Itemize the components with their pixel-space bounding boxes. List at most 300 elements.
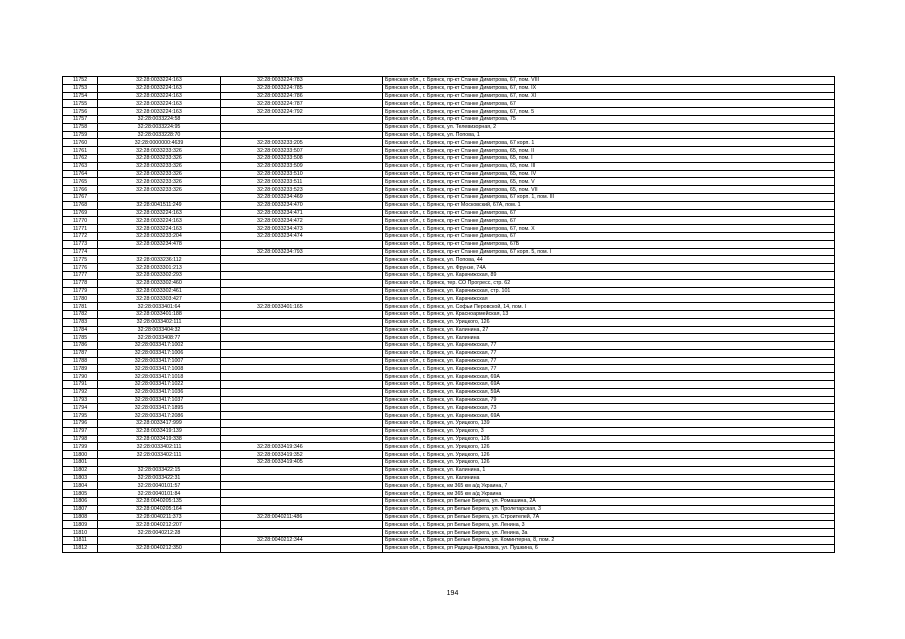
row-number-cell: 11781: [63, 303, 98, 311]
object-number-cell: 32:28:0033233:205: [221, 139, 383, 147]
parcel-number-cell: 32:28:0033233:326: [98, 186, 221, 194]
address-cell: Брянская обл., г. Брянск, пр-кт Станке Димитрова, 75: [383, 115, 835, 123]
parcel-number-cell: 32:28:0033303:427: [98, 295, 221, 303]
object-number-cell: [221, 466, 383, 474]
row-number-cell: 11786: [63, 342, 98, 350]
address-cell: Брянская обл., г. Брянск, пр-кт Станке Димитрова, 65, пом. II: [383, 147, 835, 155]
object-number-cell: [221, 529, 383, 537]
parcel-number-cell: 32:28:0033228:70: [98, 131, 221, 139]
address-cell: Брянская обл., г. Брянск, пр-кт Московский, 67А, пом. 1: [383, 201, 835, 209]
table-row: [63, 412, 835, 420]
address-cell: Брянская обл., г. Брянск, ул. Урицкого, 139: [383, 420, 835, 428]
parcel-number-cell: [98, 193, 221, 201]
object-number-cell: [221, 544, 383, 552]
row-number-cell: 11772: [63, 232, 98, 240]
table-row: [63, 209, 835, 217]
object-number-cell: [221, 435, 383, 443]
address-cell: Брянская обл., г. Брянск, ул. Карачижская, 77: [383, 349, 835, 357]
row-number-cell: 11752: [63, 77, 98, 85]
address-cell: Брянская обл., г. Брянск, пр-кт Станке Димитрова, 67, пом. VIII: [383, 77, 835, 85]
parcel-number-cell: 32:28:0040211:373: [98, 513, 221, 521]
row-number-cell: 11773: [63, 240, 98, 248]
row-number-cell: 11811: [63, 537, 98, 545]
row-number-cell: 11789: [63, 365, 98, 373]
object-number-cell: [221, 521, 383, 529]
parcel-number-cell: 32:28:0033417:1022: [98, 381, 221, 389]
row-number-cell: 11780: [63, 295, 98, 303]
parcel-number-cell: 32:28:0033422:15: [98, 466, 221, 474]
address-cell: Брянская обл., г. Брянск, ул. Карачижская, 69А: [383, 373, 835, 381]
table-row: [63, 77, 835, 85]
address-cell: Брянская обл., г. Брянск, пр-кт Станке Димитрова, 67 корп. 1, пом. III: [383, 193, 835, 201]
row-number-cell: 11806: [63, 498, 98, 506]
address-cell: Брянская обл., г. Брянск, рп Белые Берега, ул. Ленина, 3: [383, 521, 835, 529]
table-row: [63, 240, 835, 248]
row-number-cell: 11794: [63, 404, 98, 412]
object-number-cell: 32:28:0033234:793: [221, 248, 383, 256]
object-number-cell: [221, 420, 383, 428]
object-number-cell: [221, 318, 383, 326]
parcel-number-cell: 32:28:0033233:326: [98, 178, 221, 186]
object-number-cell: 32:28:0033233:509: [221, 162, 383, 170]
row-number-cell: 11795: [63, 412, 98, 420]
address-cell: Брянская обл., г. Брянск, пр-кт Станке Димитрова, 67, пом. 5: [383, 108, 835, 116]
table-row: [63, 170, 835, 178]
row-number-cell: 11778: [63, 279, 98, 287]
parcel-number-cell: 32:28:0040101:57: [98, 482, 221, 490]
row-number-cell: 11767: [63, 193, 98, 201]
table-row: [63, 123, 835, 131]
row-number-cell: 11790: [63, 373, 98, 381]
parcel-number-cell: 32:28:0033422:31: [98, 474, 221, 482]
row-number-cell: 11765: [63, 178, 98, 186]
object-number-cell: 32:28:0033419:346: [221, 443, 383, 451]
table-row: [63, 217, 835, 225]
table-row: [63, 342, 835, 350]
table-row: [63, 505, 835, 513]
table-row: [63, 349, 835, 357]
table-row: [63, 232, 835, 240]
address-cell: Брянская обл., г. Брянск, ул. Карачижская, 69А: [383, 381, 835, 389]
table-row: [63, 318, 835, 326]
row-number-cell: 11798: [63, 435, 98, 443]
parcel-number-cell: 32:28:0033419:139: [98, 427, 221, 435]
table-row: [63, 544, 835, 552]
table-row: [63, 490, 835, 498]
object-number-cell: 32:28:0033234:469: [221, 193, 383, 201]
parcel-number-cell: 32:28:0033224:163: [98, 84, 221, 92]
parcel-number-cell: 32:28:0033302:461: [98, 287, 221, 295]
address-cell: Брянская обл., г. Брянск, рп Радица-Крыловка, ул. Пушкина, 6: [383, 544, 835, 552]
parcel-number-cell: 32:28:0033224:163: [98, 225, 221, 233]
table-row: [63, 537, 835, 545]
address-cell: Брянская обл., г. Брянск, рп Белые Берега, ул. Пролетарская, 3: [383, 505, 835, 513]
object-number-cell: 32:28:0033224:786: [221, 92, 383, 100]
row-number-cell: 11775: [63, 256, 98, 264]
parcel-number-cell: 32:28:0033233:326: [98, 154, 221, 162]
row-number-cell: 11766: [63, 186, 98, 194]
row-number-cell: 11797: [63, 427, 98, 435]
row-number-cell: 11774: [63, 248, 98, 256]
row-number-cell: 11763: [63, 162, 98, 170]
table-row: [63, 303, 835, 311]
address-cell: Брянская обл., г. Брянск, пр-кт Станке Димитрова, 67Б: [383, 240, 835, 248]
parcel-number-cell: 32:28:0033401:188: [98, 310, 221, 318]
parcel-number-cell: 32:28:0033417:1036: [98, 388, 221, 396]
parcel-number-cell: 32:28:0033233:204: [98, 232, 221, 240]
object-number-cell: 32:28:0033234:472: [221, 217, 383, 225]
table-row: [63, 529, 835, 537]
table-row: [63, 201, 835, 209]
parcel-number-cell: 32:28:0033419:338: [98, 435, 221, 443]
parcel-number-cell: 32:28:0033417:999: [98, 420, 221, 428]
address-cell: Брянская обл., г. Брянск, ул. Калинина, 1: [383, 466, 835, 474]
row-number-cell: 11769: [63, 209, 98, 217]
row-number-cell: 11771: [63, 225, 98, 233]
parcel-number-cell: 32:28:0033402:111: [98, 318, 221, 326]
table-row: [63, 498, 835, 506]
page-number: 194: [446, 590, 459, 597]
object-number-cell: [221, 357, 383, 365]
parcel-number-cell: 32:28:0033234:478: [98, 240, 221, 248]
object-number-cell: 32:28:0033234:474: [221, 232, 383, 240]
table-row: [63, 84, 835, 92]
row-number-cell: 11800: [63, 451, 98, 459]
row-number-cell: 11812: [63, 544, 98, 552]
parcel-number-cell: [98, 248, 221, 256]
parcel-number-cell: 32:28:0033301:213: [98, 264, 221, 272]
table-row: [63, 365, 835, 373]
object-number-cell: [221, 349, 383, 357]
row-number-cell: 11808: [63, 513, 98, 521]
address-cell: Брянская обл., г. Брянск, ул. Карачижская: [383, 295, 835, 303]
table-row: [63, 162, 835, 170]
row-number-cell: 11793: [63, 396, 98, 404]
address-cell: Брянская обл., г. Брянск, пр-кт Станке Димитрова, 67: [383, 217, 835, 225]
row-number-cell: 11807: [63, 505, 98, 513]
parcel-number-cell: 32:28:0033417:1895: [98, 404, 221, 412]
table-row: [63, 131, 835, 139]
table-row: [63, 404, 835, 412]
table-row: [63, 186, 835, 194]
address-cell: Брянская обл., г. Брянск, ул. Попова, 44: [383, 256, 835, 264]
parcel-number-cell: 32:28:0033236:112: [98, 256, 221, 264]
object-number-cell: [221, 373, 383, 381]
table-row: [63, 482, 835, 490]
row-number-cell: 11791: [63, 381, 98, 389]
parcel-number-cell: 32:28:0033417:1018: [98, 373, 221, 381]
row-number-cell: 11764: [63, 170, 98, 178]
object-number-cell: 32:28:0033224:785: [221, 84, 383, 92]
address-cell: Брянская обл., г. Брянск, ул. Попова, 1: [383, 131, 835, 139]
parcel-number-cell: 32:28:0033302:460: [98, 279, 221, 287]
table-row: [63, 115, 835, 123]
row-number-cell: 11760: [63, 139, 98, 147]
table-row: [63, 396, 835, 404]
table-row: [63, 287, 835, 295]
address-cell: Брянская обл., г. Брянск, ул. Красноармейская, 13: [383, 310, 835, 318]
object-number-cell: [221, 427, 383, 435]
table-row: [63, 92, 835, 100]
address-cell: Брянская обл., г. Брянск, ул. Калинина: [383, 474, 835, 482]
table-row: [63, 466, 835, 474]
object-number-cell: 32:28:0040211:486: [221, 513, 383, 521]
address-cell: Брянская обл., г. Брянск, ул. Урицкого, 126: [383, 435, 835, 443]
row-number-cell: 11776: [63, 264, 98, 272]
object-number-cell: 32:28:0033224:783: [221, 77, 383, 85]
parcel-number-cell: 32:28:0040212:28: [98, 529, 221, 537]
parcel-number-cell: 32:28:0040101:84: [98, 490, 221, 498]
parcel-number-cell: 32:28:0033224:163: [98, 217, 221, 225]
address-cell: Брянская обл., г. Брянск, ул. Телевизорная, 2: [383, 123, 835, 131]
address-cell: Брянская обл., г. Брянск, пр-кт Станке Димитрова, 67, пом. XI: [383, 92, 835, 100]
address-cell: Брянская обл., г. Брянск, ул. Карачижская, 77: [383, 365, 835, 373]
object-number-cell: 32:28:0033224:792: [221, 108, 383, 116]
row-number-cell: 11777: [63, 271, 98, 279]
table-row: [63, 451, 835, 459]
address-cell: Брянская обл., г. Брянск, рп Белые Берега, ул. Коминтерна, 8, пом. 2: [383, 537, 835, 545]
parcel-number-cell: 32:28:0033233:326: [98, 170, 221, 178]
parcel-number-cell: 32:28:0033404:32: [98, 326, 221, 334]
table-body: [63, 77, 835, 553]
address-cell: Брянская обл., г. Брянск, ул. Урицкого, 126: [383, 451, 835, 459]
parcel-number-cell: 32:28:0033224:58: [98, 115, 221, 123]
table-row: [63, 108, 835, 116]
cadastral-table: [62, 76, 835, 553]
table-row: [63, 139, 835, 147]
row-number-cell: 11753: [63, 84, 98, 92]
row-number-cell: 11756: [63, 108, 98, 116]
address-cell: Брянская обл., г. Брянск, ул. Карачижская, 79: [383, 396, 835, 404]
table-row: [63, 474, 835, 482]
object-number-cell: [221, 256, 383, 264]
row-number-cell: 11788: [63, 357, 98, 365]
object-number-cell: 32:28:0033224:787: [221, 100, 383, 108]
parcel-number-cell: 32:28:0000000:4639: [98, 139, 221, 147]
object-number-cell: 32:28:0033234:470: [221, 201, 383, 209]
object-number-cell: [221, 404, 383, 412]
parcel-number-cell: 32:28:0033224:95: [98, 123, 221, 131]
address-cell: Брянская обл., г. Брянск, ул. Калинина: [383, 334, 835, 342]
address-cell: Брянская обл., г. Брянск, ул. Софьи Перовской, 14, пом. I: [383, 303, 835, 311]
table-row: [63, 279, 835, 287]
table-row: [63, 427, 835, 435]
object-number-cell: [221, 342, 383, 350]
table-row: [63, 513, 835, 521]
row-number-cell: 11785: [63, 334, 98, 342]
address-cell: Брянская обл., г. Брянск, пр-кт Станке Димитрова, 67: [383, 232, 835, 240]
address-cell: Брянская обл., г. Брянск, ул. Карачижская, 69А: [383, 412, 835, 420]
address-cell: Брянская обл., г. Брянск, пр-кт Станке Димитрова, 65, пом. III: [383, 162, 835, 170]
object-number-cell: [221, 381, 383, 389]
address-cell: Брянская обл., г. Брянск, пр-кт Станке Димитрова, 65, пом. V: [383, 178, 835, 186]
parcel-number-cell: 32:28:0033417:1008: [98, 365, 221, 373]
address-cell: Брянская обл., г. Брянск, км 365 км а/д Украина, 7: [383, 482, 835, 490]
parcel-number-cell: 32:28:0033417:1002: [98, 342, 221, 350]
document-sheet: [62, 76, 835, 553]
object-number-cell: [221, 482, 383, 490]
row-number-cell: 11792: [63, 388, 98, 396]
parcel-number-cell: 32:28:0033224:163: [98, 77, 221, 85]
row-number-cell: 11803: [63, 474, 98, 482]
parcel-number-cell: 32:28:0040212:350: [98, 544, 221, 552]
address-cell: Брянская обл., г. Брянск, ул. Урицкого, 126: [383, 459, 835, 467]
object-number-cell: [221, 412, 383, 420]
object-number-cell: [221, 334, 383, 342]
address-cell: Брянская обл., г. Брянск, пр-кт Станке Димитрова, 67, пом. X: [383, 225, 835, 233]
table-row: [63, 381, 835, 389]
table-row: [63, 459, 835, 467]
table-row: [63, 248, 835, 256]
parcel-number-cell: 32:28:0033224:163: [98, 108, 221, 116]
parcel-number-cell: 32:28:0033233:326: [98, 147, 221, 155]
row-number-cell: 11755: [63, 100, 98, 108]
object-number-cell: [221, 123, 383, 131]
object-number-cell: 32:28:0033233:523: [221, 186, 383, 194]
parcel-number-cell: 32:28:0033417:1006: [98, 349, 221, 357]
row-number-cell: 11787: [63, 349, 98, 357]
table-row: [63, 178, 835, 186]
object-number-cell: 32:28:0040212:344: [221, 537, 383, 545]
table-row: [63, 264, 835, 272]
row-number-cell: 11761: [63, 147, 98, 155]
address-cell: Брянская обл., г. Брянск, рп Белые Берега, ул. Строителей, 7А: [383, 513, 835, 521]
object-number-cell: [221, 295, 383, 303]
table-row: [63, 326, 835, 334]
parcel-number-cell: 32:28:0040205:135: [98, 498, 221, 506]
object-number-cell: [221, 279, 383, 287]
address-cell: Брянская обл., г. Брянск, ул. Карачижская, стр. 101: [383, 287, 835, 295]
parcel-number-cell: 32:28:0033224:163: [98, 209, 221, 217]
object-number-cell: [221, 326, 383, 334]
address-cell: Брянская обл., г. Брянск, пр-кт Станке Димитрова, 67: [383, 209, 835, 217]
row-number-cell: 11768: [63, 201, 98, 209]
address-cell: Брянская обл., г. Брянск, рп Белые Берега, ул. Ленина, 3а: [383, 529, 835, 537]
row-number-cell: 11809: [63, 521, 98, 529]
address-cell: Брянская обл., г. Брянск, пр-кт Станке Димитрова, 67, пом. IX: [383, 84, 835, 92]
object-number-cell: 32:28:0033233:510: [221, 170, 383, 178]
row-number-cell: 11770: [63, 217, 98, 225]
object-number-cell: [221, 287, 383, 295]
parcel-number-cell: [98, 459, 221, 467]
object-number-cell: [221, 498, 383, 506]
table-row: [63, 521, 835, 529]
address-cell: Брянская обл., г. Брянск, ул. Фрунзе, 74А: [383, 264, 835, 272]
table-row: [63, 225, 835, 233]
object-number-cell: 32:28:0033233:507: [221, 147, 383, 155]
table-row: [63, 100, 835, 108]
address-cell: Брянская обл., г. Брянск, ул. Карачижская, 89: [383, 271, 835, 279]
object-number-cell: [221, 264, 383, 272]
address-cell: Брянская обл., г. Брянск, ул. Карачижская, 77: [383, 357, 835, 365]
table-row: [63, 357, 835, 365]
address-cell: Брянская обл., г. Брянск, пр-кт Станке Димитрова, 65, пом. I: [383, 154, 835, 162]
parcel-number-cell: 32:28:0033402:111: [98, 451, 221, 459]
table-row: [63, 256, 835, 264]
table-row: [63, 373, 835, 381]
object-number-cell: 32:28:0033401:165: [221, 303, 383, 311]
row-number-cell: 11804: [63, 482, 98, 490]
parcel-number-cell: 32:28:0040205:164: [98, 505, 221, 513]
address-cell: Брянская обл., г. Брянск, ул. Урицкого, 126: [383, 443, 835, 451]
row-number-cell: 11779: [63, 287, 98, 295]
row-number-cell: 11754: [63, 92, 98, 100]
object-number-cell: 32:28:0033234:471: [221, 209, 383, 217]
address-cell: Брянская обл., г. Брянск, км 365 км а/д Украина: [383, 490, 835, 498]
object-number-cell: [221, 388, 383, 396]
address-cell: Брянская обл., г. Брянск, тер. СО Прогресс, стр. 62: [383, 279, 835, 287]
object-number-cell: [221, 310, 383, 318]
table-row: [63, 154, 835, 162]
parcel-number-cell: 32:28:0033233:326: [98, 162, 221, 170]
table-row: [63, 443, 835, 451]
object-number-cell: [221, 115, 383, 123]
table-row: [63, 295, 835, 303]
row-number-cell: 11801: [63, 459, 98, 467]
row-number-cell: 11762: [63, 154, 98, 162]
parcel-number-cell: 32:28:0040212:207: [98, 521, 221, 529]
address-cell: Брянская обл., г. Брянск, ул. Урицкого, 126: [383, 318, 835, 326]
row-number-cell: 11757: [63, 115, 98, 123]
parcel-number-cell: 32:28:0033402:111: [98, 443, 221, 451]
table-row: [63, 310, 835, 318]
parcel-number-cell: 32:28:0033224:163: [98, 100, 221, 108]
parcel-number-cell: 32:28:0041511:249: [98, 201, 221, 209]
table-row: [63, 334, 835, 342]
parcel-number-cell: 32:28:0033401:64: [98, 303, 221, 311]
parcel-number-cell: 32:28:0033224:163: [98, 92, 221, 100]
object-number-cell: 32:28:0033234:473: [221, 225, 383, 233]
object-number-cell: [221, 396, 383, 404]
address-cell: Брянская обл., г. Брянск, ул. Калинина, 27: [383, 326, 835, 334]
object-number-cell: [221, 490, 383, 498]
row-number-cell: 11802: [63, 466, 98, 474]
table-row: [63, 388, 835, 396]
object-number-cell: [221, 365, 383, 373]
row-number-cell: 11782: [63, 310, 98, 318]
object-number-cell: [221, 271, 383, 279]
row-number-cell: 11799: [63, 443, 98, 451]
object-number-cell: 32:28:0033233:511: [221, 178, 383, 186]
parcel-number-cell: 32:28:0033417:2086: [98, 412, 221, 420]
object-number-cell: [221, 474, 383, 482]
row-number-cell: 11796: [63, 420, 98, 428]
table-row: [63, 271, 835, 279]
parcel-number-cell: 32:28:0033302:293: [98, 271, 221, 279]
address-cell: Брянская обл., г. Брянск, пр-кт Станке Димитрова, 67: [383, 100, 835, 108]
address-cell: Брянская обл., г. Брянск, пр-кт Станке Димитрова, 67 корп. 5, пом. I: [383, 248, 835, 256]
row-number-cell: 11784: [63, 326, 98, 334]
address-cell: Брянская обл., г. Брянск, пр-кт Станке Димитрова, 67 корп. 1: [383, 139, 835, 147]
address-cell: Брянская обл., г. Брянск, ул. Карачижская, 73: [383, 404, 835, 412]
parcel-number-cell: 32:28:0033417:1037: [98, 396, 221, 404]
row-number-cell: 11759: [63, 131, 98, 139]
address-cell: Брянская обл., г. Брянск, ул. Карачижская, 59А: [383, 388, 835, 396]
address-cell: Брянская обл., г. Брянск, ул. Карачижская, 77: [383, 342, 835, 350]
address-cell: Брянская обл., г. Брянск, рп Белые Берега, ул. Ромашина, 2А: [383, 498, 835, 506]
table-row: [63, 193, 835, 201]
object-number-cell: [221, 240, 383, 248]
parcel-number-cell: 32:28:0033417:1007: [98, 357, 221, 365]
object-number-cell: 32:28:0033233:508: [221, 154, 383, 162]
address-cell: Брянская обл., г. Брянск, ул. Урицкого, 3: [383, 427, 835, 435]
row-number-cell: 11783: [63, 318, 98, 326]
row-number-cell: 11805: [63, 490, 98, 498]
table-row: [63, 147, 835, 155]
table-row: [63, 435, 835, 443]
parcel-number-cell: 32:28:0033408:77: [98, 334, 221, 342]
row-number-cell: 11810: [63, 529, 98, 537]
